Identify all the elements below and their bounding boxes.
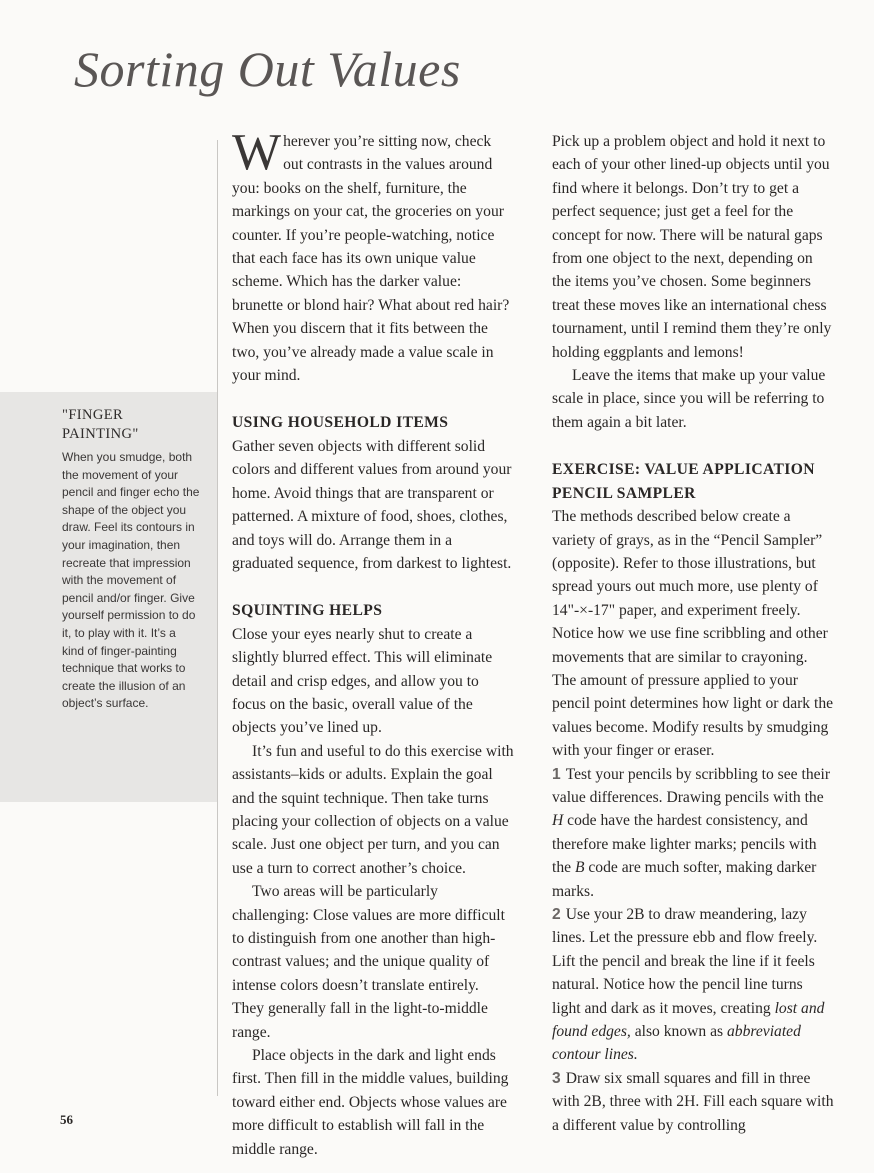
- intro-text: herever you’re sitting now, check out contrasts in the values around you: books on the shelf, furniture, the markings on your cat, the groceries on your counter. If you’re people-watching, notice that each face has its own unique value scheme. Which has the darker value: brunette or blond hair? What about red hair? When you discern that it fits between the two, you’ve already made a value scale in your mind.: [232, 133, 510, 385]
- drop-cap: W: [232, 124, 282, 181]
- step-2-text-b: also known as: [630, 1023, 727, 1041]
- step-2: [552, 903, 834, 1067]
- step-1-b-code: B: [574, 859, 585, 877]
- heading-household-items: USING HOUSEHOLD ITEMS: [232, 414, 449, 432]
- exercise-paragraph: The methods described below create a variety of grays, as in the “Pencil Sampler” (opposite). Refer to those illustrations, but spread yours out much more, use plenty of 14"-×-17" paper, and experiment freely. Notice how we use fine scribbling and other movements that are similar to crayoning. The amount of pressure applied to your pencil point determines how light or dark the values become. Modify results by smudging with your finger or eraser.: [552, 508, 834, 760]
- squinting-paragraph-3: Two areas will be particularly challenging: Close values are more difficult to distinguish from one another than high-contrast values; and the unique quality of intense colors doesn’t translate entirely. They generally fall in the light-to-middle range.: [232, 883, 505, 1041]
- step-1-text-a: Test your pencils by scribbling to see their value differences. Drawing pencils with the: [552, 765, 831, 806]
- step-3-text: Draw six small squares and fill in three with 2B, three with 2H. Fill each square with a different value by controlling: [552, 1069, 834, 1134]
- sidebar-note: [0, 392, 217, 802]
- squinting-paragraph-4: Place objects in the dark and light ends first. Then fill in the middle values, building toward either end. Objects whose values are more difficult to establish will fall in the middle range.: [232, 1047, 509, 1158]
- page-number: 56: [60, 1112, 73, 1127]
- heading-exercise-line2: PENCIL SAMPLER: [552, 484, 696, 502]
- right-paragraph-1: Pick up a problem object and hold it next to each of your other lined-up objects until you find where it belongs. Don’t try to get a perfect sequence; just get a feel for the concept for now. There will be natural gaps from one object to the next, depending on the items you’ve chosen. Some beginners treat these moves like an international chess tournament, until I remind them they’re only holding eggplants and lemons!: [552, 133, 832, 361]
- right-column: [552, 130, 834, 1137]
- step-1-h-code: H: [552, 812, 564, 830]
- step-1: [552, 763, 834, 903]
- heading-exercise-line1: EXERCISE: VALUE APPLICATION: [552, 461, 815, 479]
- column-divider: [217, 140, 218, 1096]
- step-2-emphasis-1: lost and found edges,: [552, 999, 825, 1041]
- squinting-paragraph-2: It’s fun and useful to do this exercise with assistants–kids or adults. Explain the goal and the squint technique. Then take turns placing your collection of objects on a value scale. Just one object per turn, and you can use a turn to correct another’s choice.: [232, 742, 514, 877]
- heading-exercise: [552, 458, 834, 505]
- step-2-number: 2: [552, 906, 561, 923]
- page-title: Sorting Out Values: [74, 41, 461, 97]
- step-2-text-a: Use your 2B to draw meandering, lazy lines. Let the pressure ebb and flow freely. Lift the pencil and break the line if it feels natural. Notice how the pencil line turns light and dark as it moves, creating: [552, 906, 818, 1017]
- step-2-emphasis-2: abbreviated contour lines.: [552, 1023, 801, 1064]
- step-1-number: 1: [552, 765, 561, 783]
- step-3: [552, 1067, 834, 1137]
- household-paragraph: Gather seven objects with different solid colors and different values from around your home. Avoid things that are transparent or patterned. A mixture of food, shoes, clothes, and toys will do. Arrange them in a graduated sequence, from darkest to lightest.: [232, 437, 512, 572]
- sidebar-title-line2: PAINTING": [62, 426, 139, 442]
- sidebar-title: [62, 406, 201, 444]
- squinting-paragraph-1: Close your eyes nearly shut to create a slightly blurred effect. This will eliminate detail and crisp edges, and allow you to focus on the basic, overall value of the objects you’ve lined up.: [232, 625, 493, 737]
- step-1-text-b: code have the hardest consistency, and therefore make lighter marks; pencils with the: [552, 812, 817, 877]
- step-3-number: 3: [552, 1069, 561, 1087]
- sidebar-title-line1: "FINGER: [62, 407, 124, 423]
- sidebar-body: When you smudge, both the movement of your pencil and finger echo the shape of the object you draw. Feel its contours in your imagination, then recreate that impression with the movement of pencil and/or finger. Give yourself permission to do it, to play with it. It’s a kind of finger-painting technique that works to create the illusion of an object’s surface.: [62, 450, 200, 711]
- intro-paragraph: [232, 124, 514, 387]
- heading-squinting-helps: SQUINTING HELPS: [232, 602, 383, 620]
- step-1-text-c: code are much softer, making darker marks.: [552, 859, 817, 900]
- left-column: [232, 124, 514, 1161]
- right-paragraph-2: Leave the items that make up your value scale in place, since you will be referring to them again a bit later.: [552, 367, 826, 431]
